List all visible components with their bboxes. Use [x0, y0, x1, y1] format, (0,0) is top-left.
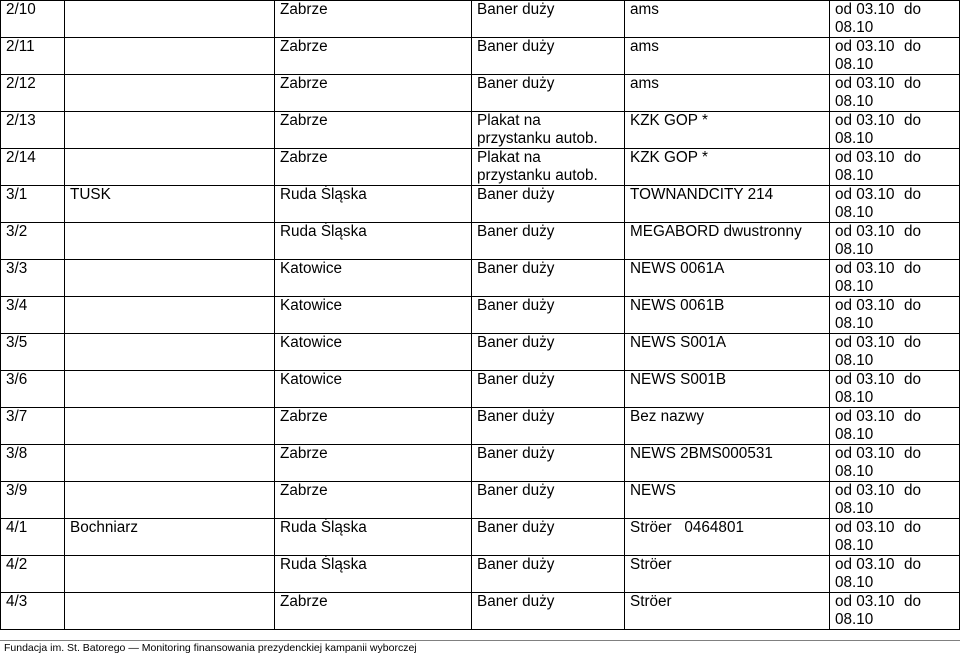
cell-id: 3/7 [1, 408, 65, 445]
date-range-line [835, 519, 959, 537]
cell-date [830, 519, 960, 556]
cell-owner [65, 482, 275, 519]
date-word: do [903, 260, 921, 277]
cell-city: Katowice [275, 297, 472, 334]
cell-date [830, 371, 960, 408]
cell-owner [65, 556, 275, 593]
date-to: 08.10 [835, 426, 874, 443]
date-to: 08.10 [835, 204, 874, 221]
cell-city: Ruda Śląska [275, 223, 472, 260]
cell-city: Zabrze [275, 112, 472, 149]
cell-owner [65, 593, 275, 630]
cell-position: ams [625, 1, 830, 38]
date-from: od 03.10 [835, 223, 895, 240]
date-range-line [835, 75, 959, 93]
cell-type-line: Baner duży [477, 1, 555, 18]
cell-city: Zabrze [275, 445, 472, 482]
cell-type [472, 593, 625, 630]
date-range-line [835, 112, 959, 130]
cell-id: 2/14 [1, 149, 65, 186]
cell-owner [65, 75, 275, 112]
cell-type-line: Baner duży [477, 186, 555, 203]
cell-city: Zabrze [275, 149, 472, 186]
date-range-line [835, 149, 959, 167]
cell-type-line: Baner duży [477, 519, 555, 536]
date-range-line [835, 223, 959, 241]
cell-id: 4/2 [1, 556, 65, 593]
date-word: do [903, 482, 921, 499]
cell-position: ams [625, 75, 830, 112]
cell-type-line: Plakat na [477, 112, 541, 129]
cell-type-line: Baner duży [477, 371, 555, 388]
cell-type-line: Baner duży [477, 223, 555, 240]
date-word: do [903, 38, 921, 55]
cell-city: Zabrze [275, 38, 472, 75]
date-range-line [835, 1, 959, 19]
cell-type [472, 297, 625, 334]
cell-position: NEWS 2BMS000531 [625, 445, 830, 482]
date-to: 08.10 [835, 315, 874, 332]
date-word: do [903, 334, 921, 351]
cell-city: Katowice [275, 334, 472, 371]
cell-type-line: przystanku autob. [477, 167, 598, 184]
cell-type-line: Baner duży [477, 297, 555, 314]
table-row [1, 260, 960, 297]
table-row [1, 408, 960, 445]
date-range-line [835, 334, 959, 352]
date-word: do [903, 371, 921, 388]
cell-id: 4/3 [1, 593, 65, 630]
cell-owner [65, 149, 275, 186]
date-to: 08.10 [835, 537, 874, 554]
table-body [1, 1, 960, 630]
cell-date [830, 1, 960, 38]
cell-type-line: Baner duży [477, 38, 555, 55]
cell-id: 3/4 [1, 297, 65, 334]
cell-position: NEWS S001A [625, 334, 830, 371]
cell-city: Zabrze [275, 408, 472, 445]
date-word: do [903, 556, 921, 573]
cell-type [472, 556, 625, 593]
cell-type [472, 408, 625, 445]
table-row [1, 186, 960, 223]
cell-type-line: Baner duży [477, 334, 555, 351]
date-to: 08.10 [835, 389, 874, 406]
cell-position: MEGABORD dwustronny [625, 223, 830, 260]
cell-id: 3/6 [1, 371, 65, 408]
date-from: od 03.10 [835, 75, 895, 92]
date-from: od 03.10 [835, 149, 895, 166]
cell-id: 3/2 [1, 223, 65, 260]
cell-type-line: Baner duży [477, 408, 555, 425]
cell-id: 2/12 [1, 75, 65, 112]
cell-type-line: Baner duży [477, 75, 555, 92]
date-to: 08.10 [835, 130, 874, 147]
cell-owner [65, 334, 275, 371]
cell-type [472, 223, 625, 260]
cell-id: 3/1 [1, 186, 65, 223]
date-range-line [835, 593, 959, 611]
date-range-line [835, 297, 959, 315]
table-row [1, 112, 960, 149]
table-row [1, 75, 960, 112]
date-from: od 03.10 [835, 593, 895, 610]
date-word: do [903, 445, 921, 462]
date-to: 08.10 [835, 19, 874, 36]
cell-id: 3/9 [1, 482, 65, 519]
cell-id: 3/3 [1, 260, 65, 297]
cell-position: NEWS 0061B [625, 297, 830, 334]
cell-date [830, 260, 960, 297]
date-from: od 03.10 [835, 186, 895, 203]
date-from: od 03.10 [835, 1, 895, 18]
date-word: do [903, 297, 921, 314]
cell-type [472, 371, 625, 408]
cell-position: Ströer 0464801 [625, 519, 830, 556]
cell-city: Zabrze [275, 75, 472, 112]
cell-type [472, 334, 625, 371]
date-to: 08.10 [835, 611, 874, 628]
date-word: do [903, 186, 921, 203]
date-from: od 03.10 [835, 112, 895, 129]
cell-city: Ruda Śląska [275, 186, 472, 223]
table-row [1, 1, 960, 38]
date-to: 08.10 [835, 278, 874, 295]
cell-city: Ruda Śląska [275, 556, 472, 593]
cell-id: 4/1 [1, 519, 65, 556]
cell-type [472, 186, 625, 223]
cell-date [830, 75, 960, 112]
cell-position: NEWS S001B [625, 371, 830, 408]
cell-date [830, 445, 960, 482]
table-row [1, 556, 960, 593]
date-range-line [835, 371, 959, 389]
table-row [1, 223, 960, 260]
cell-type [472, 1, 625, 38]
cell-type-line: przystanku autob. [477, 130, 598, 147]
cell-position: NEWS [625, 482, 830, 519]
cell-position: Ströer [625, 556, 830, 593]
date-word: do [903, 223, 921, 240]
cell-city: Katowice [275, 371, 472, 408]
cell-owner [65, 38, 275, 75]
date-word: do [903, 1, 921, 18]
cell-type [472, 260, 625, 297]
date-to: 08.10 [835, 352, 874, 369]
cell-date [830, 482, 960, 519]
date-from: od 03.10 [835, 260, 895, 277]
cell-date [830, 112, 960, 149]
cell-type-line: Baner duży [477, 556, 555, 573]
date-range-line [835, 556, 959, 574]
date-word: do [903, 519, 921, 536]
cell-date [830, 593, 960, 630]
cell-date [830, 186, 960, 223]
date-to: 08.10 [835, 93, 874, 110]
date-from: od 03.10 [835, 297, 895, 314]
date-word: do [903, 149, 921, 166]
cell-type [472, 482, 625, 519]
table-row [1, 371, 960, 408]
cell-owner: TUSK [65, 186, 275, 223]
cell-type [472, 112, 625, 149]
cell-id: 3/8 [1, 445, 65, 482]
page-footer [0, 640, 960, 657]
cell-id: 2/10 [1, 1, 65, 38]
table-row [1, 38, 960, 75]
cell-id: 2/13 [1, 112, 65, 149]
date-to: 08.10 [835, 574, 874, 591]
table-row [1, 445, 960, 482]
cell-type [472, 75, 625, 112]
cell-id: 2/11 [1, 38, 65, 75]
date-from: od 03.10 [835, 519, 895, 536]
cell-owner [65, 1, 275, 38]
date-range-line [835, 260, 959, 278]
cell-date [830, 408, 960, 445]
cell-date [830, 149, 960, 186]
table-row [1, 593, 960, 630]
cell-date [830, 556, 960, 593]
date-range-line [835, 408, 959, 426]
cell-date [830, 38, 960, 75]
date-from: od 03.10 [835, 482, 895, 499]
table-row [1, 482, 960, 519]
date-range-line [835, 482, 959, 500]
cell-type [472, 149, 625, 186]
date-range-line [835, 38, 959, 56]
date-to: 08.10 [835, 56, 874, 73]
cell-type-line: Plakat na [477, 149, 541, 166]
table-row [1, 519, 960, 556]
date-word: do [903, 593, 921, 610]
cell-owner [65, 408, 275, 445]
cell-type-line: Baner duży [477, 482, 555, 499]
cell-position: KZK GOP * [625, 149, 830, 186]
date-word: do [903, 75, 921, 92]
cell-city: Zabrze [275, 1, 472, 38]
cell-position: ams [625, 38, 830, 75]
cell-city: Zabrze [275, 482, 472, 519]
footer-text: Fundacja im. St. Batorego — Monitoring finansowania prezydenckiej kampanii wyborczej [4, 642, 417, 654]
cell-date [830, 223, 960, 260]
date-from: od 03.10 [835, 556, 895, 573]
cell-owner [65, 260, 275, 297]
date-word: do [903, 408, 921, 425]
cell-owner [65, 223, 275, 260]
cell-type-line: Baner duży [477, 260, 555, 277]
date-from: od 03.10 [835, 408, 895, 425]
cell-position: TOWNANDCITY 214 [625, 186, 830, 223]
cell-position: KZK GOP * [625, 112, 830, 149]
cell-type [472, 519, 625, 556]
cell-city: Ruda Śląska [275, 519, 472, 556]
cell-owner [65, 297, 275, 334]
cell-owner [65, 371, 275, 408]
cell-city: Katowice [275, 260, 472, 297]
cell-type-line: Baner duży [477, 445, 555, 462]
cell-id: 3/5 [1, 334, 65, 371]
cell-position: NEWS 0061A [625, 260, 830, 297]
cell-type [472, 445, 625, 482]
date-word: do [903, 112, 921, 129]
date-range-line [835, 186, 959, 204]
cell-date [830, 334, 960, 371]
date-to: 08.10 [835, 500, 874, 517]
cell-position: Ströer [625, 593, 830, 630]
date-to: 08.10 [835, 241, 874, 258]
cell-type-line: Baner duży [477, 593, 555, 610]
cell-date [830, 297, 960, 334]
cell-owner [65, 112, 275, 149]
date-from: od 03.10 [835, 334, 895, 351]
cell-city: Zabrze [275, 593, 472, 630]
date-from: od 03.10 [835, 445, 895, 462]
date-from: od 03.10 [835, 371, 895, 388]
date-from: od 03.10 [835, 38, 895, 55]
table-row [1, 149, 960, 186]
cell-owner [65, 445, 275, 482]
table-row [1, 334, 960, 371]
date-to: 08.10 [835, 167, 874, 184]
date-to: 08.10 [835, 463, 874, 480]
cell-type [472, 38, 625, 75]
date-range-line [835, 445, 959, 463]
cell-owner: Bochniarz [65, 519, 275, 556]
table-row [1, 297, 960, 334]
cell-position: Bez nazwy [625, 408, 830, 445]
